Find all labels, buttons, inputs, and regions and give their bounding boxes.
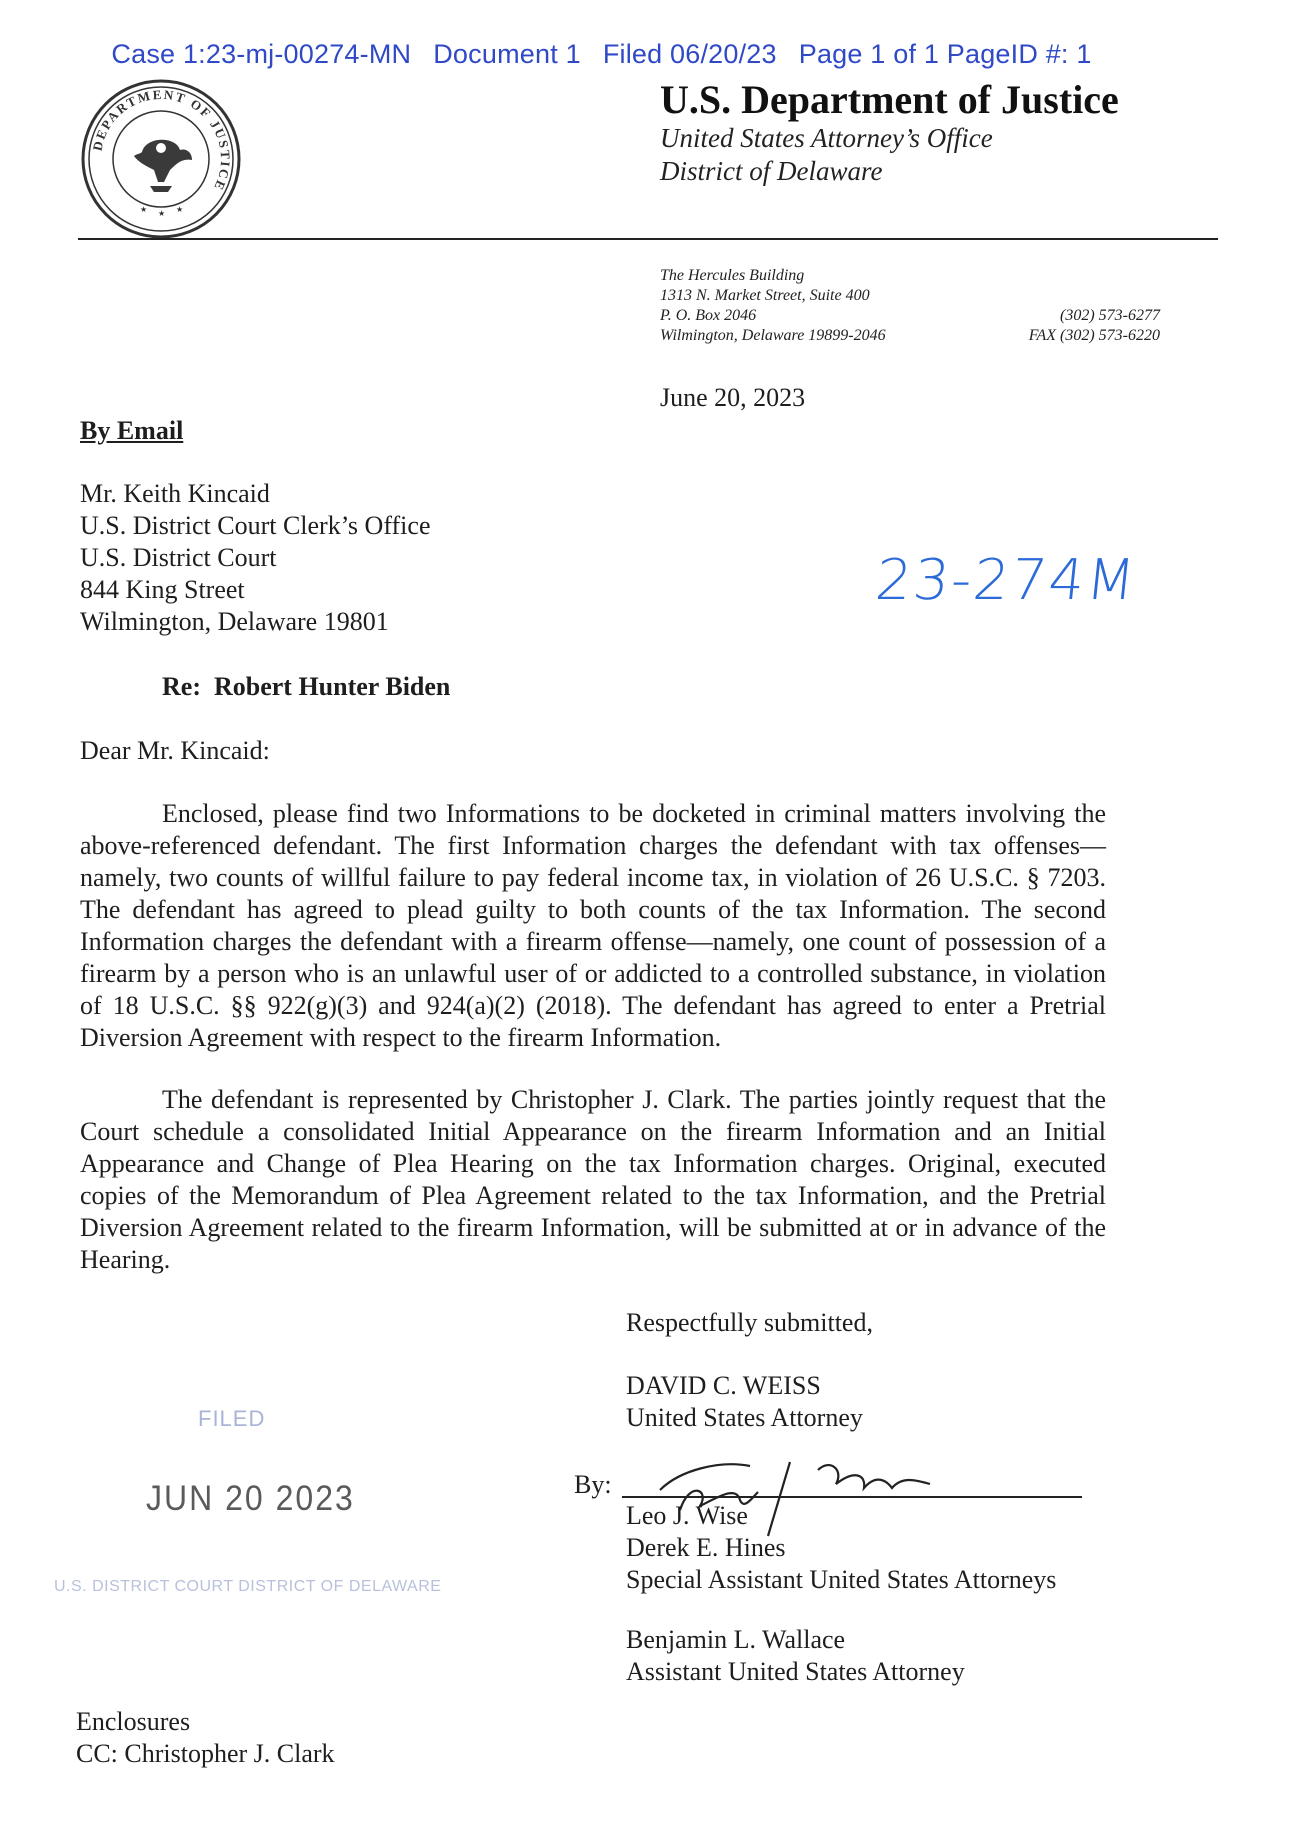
salutation: Dear Mr. Kincaid:	[80, 736, 270, 765]
filed-stamp-date: JUN 20 2023	[146, 1478, 355, 1518]
district-name: District of Delaware	[660, 156, 883, 186]
contact-numbers	[1000, 306, 1160, 346]
address-line: Wilmington, Delaware 19899-2046	[660, 327, 886, 344]
filing-header	[96, 8, 1092, 70]
signatory-name: Leo J. Wise	[626, 1501, 748, 1530]
fax-number: FAX (302) 573-6220	[1028, 327, 1160, 344]
enclosures-label: Enclosures	[76, 1707, 191, 1736]
delivery-method: By Email	[80, 416, 184, 445]
filed-stamp-label: FILED	[198, 1406, 266, 1431]
filed-stamp-court: U.S. DISTRICT COURT DISTRICT OF DELAWARE	[54, 1578, 442, 1595]
svg-text:DEPARTMENT OF JUSTICE: DEPARTMENT OF JUSTICE	[89, 86, 234, 194]
subject-line: Re: Robert Hunter Biden	[162, 672, 451, 701]
address-line: P. O. Box 2046	[660, 307, 757, 324]
office-name: United States Attorney’s Office	[660, 123, 993, 153]
recipient-line: U.S. District Court	[80, 543, 277, 572]
footer-notes	[76, 1706, 335, 1770]
by-label: By:	[574, 1470, 612, 1499]
page-info: Page 1 of 1 PageID #: 1	[798, 39, 1092, 69]
signer-block	[626, 1370, 863, 1434]
doj-seal-icon	[80, 78, 242, 240]
handwritten-case-number: 23-274M	[872, 548, 1141, 613]
body-paragraph: Enclosed, please find two Informations to be docketed in criminal matters involving the above-referenced defendant. The first Information charges the defendant with tax offenses—namely, two counts of willful failure to pay federal income tax, in violation of 26 U.S.C. § 7203. The defendant has agreed to plead guilty to both counts of the tax Information. The second Information charges the defendant with a firearm offense—namely, one count of possession of a firearm by a person who is an unlawful user of or addicted to a controlled substance, in violation of 18 U.S.C. §§ 922(g)(3) and 924(a)(2) (2018). The defendant has agreed to enter a Pretrial Diversion Agreement with respect to the firearm Information.	[80, 799, 1106, 1052]
recipient-line: Mr. Keith Kincaid	[80, 479, 270, 508]
signer-name: DAVID C. WEISS	[626, 1371, 821, 1400]
recipient-line: 844 King Street	[80, 575, 245, 604]
office-subtitle	[660, 122, 993, 188]
svg-text:★: ★	[158, 209, 166, 218]
letterhead-divider	[78, 238, 1218, 240]
signatory-title: Assistant United States Attorney	[626, 1657, 965, 1686]
address-line: 1313 N. Market Street, Suite 400	[660, 287, 870, 304]
address-line: The Hercules Building	[660, 267, 805, 284]
body-paragraph: The defendant is represented by Christopher J. Clark. The parties jointly request that the Court schedule a consolidated Initial Appearance on the firearm Information and an Initial Appearance and Change of Plea Hearing on the tax Information charges. Original, executed copies of the Memorandum of Plea Agreement related to the tax Information, and the Pretrial Diversion Agreement related to the firearm Information, will be submitted at or in advance of the Hearing.	[80, 1085, 1106, 1274]
signature-line	[622, 1496, 1082, 1498]
letter-date: June 20, 2023	[660, 383, 806, 412]
recipient-line: Wilmington, Delaware 19801	[80, 607, 389, 636]
recipient-line: U.S. District Court Clerk’s Office	[80, 511, 431, 540]
signatory-title: Special Assistant United States Attorneys	[626, 1565, 1057, 1594]
signatory-names	[626, 1500, 1056, 1596]
svg-text:★: ★	[140, 205, 148, 214]
additional-signatory	[626, 1624, 965, 1688]
closing: Respectfully submitted,	[626, 1308, 873, 1337]
svg-text:★: ★	[176, 205, 184, 214]
office-address	[660, 266, 886, 346]
filed-date: Filed 06/20/23	[602, 39, 777, 69]
signatory-name: Derek E. Hines	[626, 1533, 786, 1562]
document-number: Document 1	[433, 39, 581, 69]
department-title: U.S. Department of Justice	[660, 77, 1119, 122]
phone-number: (302) 573-6277	[1060, 307, 1160, 324]
cc-line: CC: Christopher J. Clark	[76, 1739, 335, 1768]
signer-title: United States Attorney	[626, 1403, 863, 1432]
signatory-name: Benjamin L. Wallace	[626, 1625, 846, 1654]
recipient-address	[80, 478, 430, 638]
case-number: Case 1:23-mj-00274-MN	[111, 39, 412, 69]
